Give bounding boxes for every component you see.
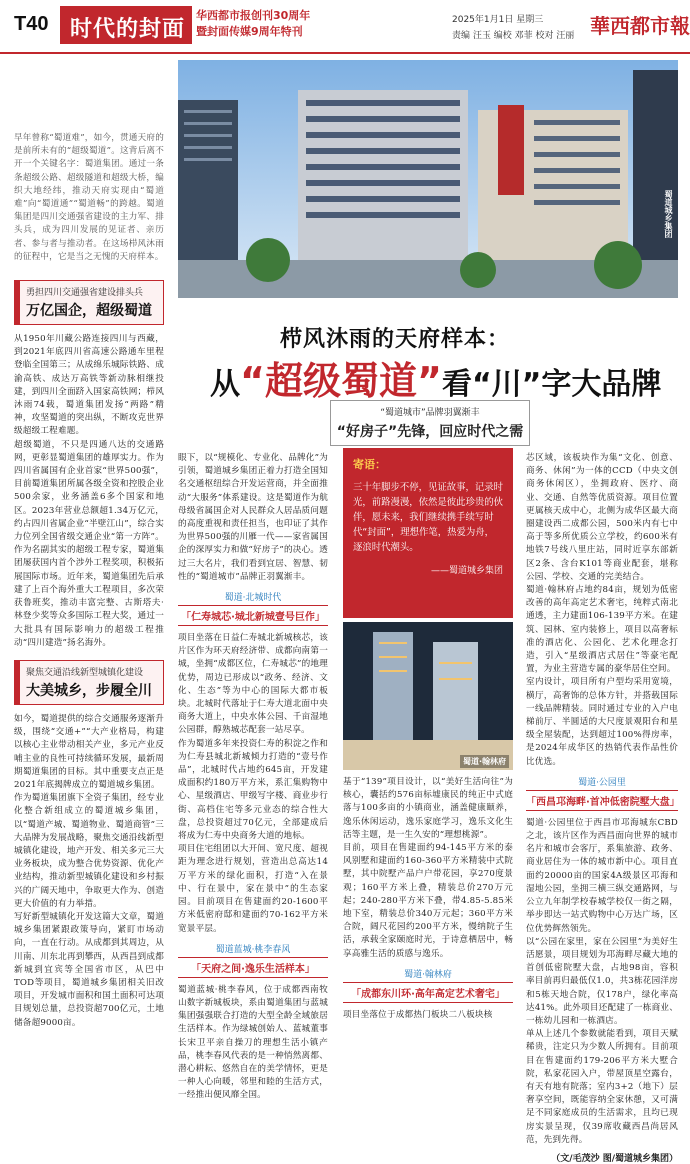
building-illustration bbox=[178, 60, 678, 298]
photo-caption: 蜀道·翰林府 bbox=[460, 755, 509, 768]
body-paragraph: 项目坐落在日益仁寿城北新城核芯，该片区作为环天府经济带、成都向南第一城，坐拥“成都区位，仁寿城芯”的地理优势，周边已形成以“政务、经济、文化、生态”等为中心的国际大都市板块。北城时代落址于仁寿大道北面中央商务大道上，中央水体公园、千亩湿地公园群，醇熟城芯配套一站尽享。 bbox=[178, 633, 328, 736]
body-paragraph: 作为蜀道集团旗下全资子集团，经专业化整合新组成立的蜀道城乡集团，以“蜀道产城、蜀道物业、蜀道商管”三大品牌为发展战略，聚焦交通沿线新型城镇化建设，地产开发、相关多元三大业务板块，成为整合优势资源、优化产业结构，推动新型城镇化建设和乡村振兴的广阔天地中，争取更大作为、创造更大价值的有力举措。 bbox=[14, 793, 164, 909]
subhead-title: 蜀道·公园里 bbox=[578, 777, 626, 788]
hanlinfu-photo bbox=[343, 622, 513, 770]
newspaper-logo: 華西都市報 bbox=[590, 14, 690, 38]
hero-caption: 蜀道城乡集团 bbox=[664, 190, 673, 238]
subhead-beicheng bbox=[178, 590, 328, 626]
subhead-title: 蜀道·翰林府 bbox=[404, 969, 452, 980]
middle-column-1 bbox=[178, 452, 328, 1103]
editor-credits: 责编 汪玉 编校 邓菲 校对 汪丽 bbox=[452, 31, 575, 41]
section-header-2 bbox=[14, 660, 164, 705]
middle-column-2 bbox=[343, 776, 513, 1022]
headline-highlight: “超级蜀道” bbox=[240, 359, 442, 403]
section-header-1 bbox=[14, 280, 164, 325]
subhead-taoli bbox=[178, 942, 328, 978]
body-paragraph: 项目住宅组团以大开间、宽尺度、超视距为理念进行规划，营造出总高达14万平方米的绿化面积，打造“入在景中、行在景中，家在景中”的生态家园。目前项目在售建面约20-1600平方米低密府邸和建面约70-162平方米宽景平层。 bbox=[178, 844, 328, 934]
body-paragraph: 蜀道·公园里位于西昌市邛海城东CBD之北，该片区作为西昌面向世界的城市名片和城市会客厅，系集旅游、政务、商业居住为一体的城市新中心。项目直面约20000亩的国家4A级景区邛海和湿地公园，坐拥三横三纵交通路网，与公立九年制学校春城学校仅一街之隔，举步即达一站式购物中心万达广场，区位优势辉然领先。 bbox=[526, 817, 678, 934]
headline-prefix: 从 bbox=[210, 367, 240, 402]
body-paragraph: 以“公园在家里，家在公园里”为美好生活愿景，项目规划为邛海畔尽藏大地的首创低密院墅大盘，占地98亩，容积率目前再归最低仅1.0，共3栋花园洋房和5栋天地合院，仅178户，绿化率高达41%。此外项目还配建了一栋商业、一栋幼儿园和一栋酒店。 bbox=[526, 936, 678, 1026]
section-title: 时代的封面 bbox=[60, 6, 192, 44]
body-paragraph: 蜀道蓝城·桃李春风，位于成都西南牧山数字新城板块，系由蜀道集团与蓝城集团强强联合打造的大型全龄全域旅居生活样本。作为绿城创始人、蓝城董事长宋卫平亲自操刀的理想生活小镇产品，桃李春风代表的是一种悄然离都、潜心耕耘、悠然自在的美学情怀，更是一种人心向暖，邻里和睦的生活方式，一经推出便风靡全国。 bbox=[178, 984, 328, 1101]
subhead-tagline: 「成都东川环·高年高定艺术奢宅」 bbox=[343, 982, 513, 1003]
body-paragraph: 从1950年川藏公路连接四川与西藏，到2021年底四川省高速公路通车里程登临全国第三；从成绵乐城际铁路、成渝高铁、成达万高铁等新动脉相继投建，到四川全面跻入国家高铁网；栉风沐雨74载，蜀道集团发扬“两路”精神，攻坚蜀道的突出纵，不断攻克世界级超级工程难题。 bbox=[14, 334, 164, 437]
body-paragraph: 室内设计，项目所有户型均采用宽境，横厅，高奢饰的总体方针，并搭载国际一线品牌精装。同时通过专业的入户电梯前厅、半圆适的大尺度景观阳台和星级全屋装配，达到超过100%得房率，是2024年成华区的热销代表作品性价比优选。 bbox=[526, 677, 678, 767]
section-2-title: 大美城乡，步履全川 bbox=[26, 682, 152, 699]
anniversary-line-1: 华西都市报创刊30周年 bbox=[196, 9, 311, 22]
anniversary-banner bbox=[196, 8, 310, 40]
headline-line-1: 栉风沐雨的天府样本： bbox=[280, 327, 511, 352]
section-1-title: 万亿国企，超级蜀道 bbox=[26, 303, 152, 320]
body-paragraph: 作为名副其实的超级工程专家，蜀道集团屡获国内首个涉外工程奖项，积极拓展国际市场。近年来，蜀道集团先后承建了上百个海外重大工程项目，多次荣获鲁班奖，推动丰富完整、古斯塔夫·林登少奖等众多国际工程大奖，通过一大批具有国际影响力的超级工程推动“四川建造”扬名海外。 bbox=[14, 545, 164, 648]
subhead-tagline: 「西昌邛海畔·首冲低密院墅大盘」 bbox=[526, 790, 678, 811]
body-paragraph: 项目坐落位于成都热门板块二八板块核 bbox=[343, 1009, 493, 1020]
page-number: T40 bbox=[14, 13, 49, 35]
intro-paragraph: 早年曾称“蜀道难”，如今，贯通天府的是前所未有的“超级蜀道”。这背后离不开一个关键名字：蜀道集团。通过一条条超级公路、超级隧道和超级大桥，编织大地经纬，推动天府实现由“蜀道难”向“蜀道通”“蜀道畅”的跨越。蜀道集团是四川交通强省建设的主力军、排头兵，成为四川发展的见证者、亲历者、参与者与推动者。在这场栉风沐雨的征程中，它是当之无愧的天府样本。 bbox=[14, 133, 164, 262]
headline-suffix: 看“川”字大品牌 bbox=[441, 367, 662, 402]
body-paragraph: 目前，项目在售建面约94-145平方米的泰风别墅和建面约160-360平方米精装中式院墅，其中院墅产品户户带花园，享270度景观；160平方米上叠，精装总价270万元起；240-280平方米下叠，带4.85-5.85米地下室，精装总价340万元起；360平方米合院，阔尺花园约200平方米，慢纳院子生活，承载全家颐庭时光，于诗意栖居中，畅享高雅生活的质感与逸乐。 bbox=[343, 843, 513, 959]
message-box bbox=[343, 448, 513, 618]
subhead-title: 蜀道·北城时代 bbox=[224, 593, 282, 604]
body-paragraph: 写好新型城镇化开发这篇大文章，蜀道城乡集团紧跟政策导向，紧盯市场动向，一直在行动。从成都到其周边，从川南、川东北再到攀西，从西昌到成都新城到宜宾等全国省市区，从巴中TOD等项目，蜀道城乡集团相关旧改项目，开发城市面积和国土面积可达项目规划总量，总投资超700亿元，土地储备超9000亩。 bbox=[14, 911, 164, 1028]
tower-illustration bbox=[343, 622, 513, 770]
subhead-tagline: 「天府之间·逸乐生活样本」 bbox=[178, 957, 328, 978]
subhead-hanlinfu bbox=[343, 967, 513, 1003]
message-text: 三十年脚步不停，见证故事，记录时光，前路漫漫，依然是彼此珍贵的伙伴，愿未来，我们继续携手续写时代“封面”，理想作笔，热爱为舟，逐浪时代潮头。 bbox=[353, 482, 504, 553]
message-signature: ——蜀道城乡集团 bbox=[430, 566, 503, 576]
body-paragraph: 芯区域，该板块作为集“文化、创意、商务、休闲”为一体的CCD（中央文创商务休闲区），坐拥政府、医疗、商业、交通、自然等优质资源。项目位置更属核天成中心，北侧为成华区最大商圈建设西二成都公园，500米内有七中高于等多所优质公立学校，约600米有地铁7号线八里庄站，同时近享东部新区2条、含台K101等商业配套，堪称公园、学校、交通的完美结合。 bbox=[526, 453, 678, 582]
right-column bbox=[526, 452, 678, 1164]
hero-photo bbox=[178, 60, 678, 298]
body-paragraph: 眼下，以“规模化、专业化、品牌化”为引领，蜀道城乡集团正着力打造全国知名交通枢纽综合开发运营商，并全面推动“大服务”体系建设。这是蜀道作为航母级省属国企对人民群众人居品质问题的高度重视和责任担当，也印证了其作为世界500强的川雁一代——家省属国企的深厚实力和做“好房子”的决心。透过三大名片，我们看到宜居、智慧、韧性的“蜀道城市”品牌正羽翼渐丰。 bbox=[178, 453, 328, 582]
sub-headline-box bbox=[330, 400, 530, 446]
body-paragraph: 超级蜀道，不只是四通八达的交通路网，更彰显蜀道集团的雄厚实力。作为四川省属国有企业首家“世界500强”，目前蜀道集团所属各级全资和控股企业500余家，业务涵盖6多个国家和地区。2023年营业总额超1.34万亿元，约占四川省属企业“半壁江山”，综合实力位列全国省级交通企业“第一方阵”。 bbox=[14, 439, 164, 543]
message-title: 寄语： bbox=[353, 458, 386, 471]
body-paragraph: 蜀道·翰林府占地约84亩，规划为低密改善的高年高定艺术奢宅，纯粹式南北通透，主力建面106-139平方米。在建筑、园林、室内装修上，项目以高奢标准的酒店化、公园化、艺术化理念打造，引入“星级酒店式居住”等豪宅配置，为业主营造专属的豪华居住空间。 bbox=[526, 585, 678, 675]
sub-headline-kicker: “蜀道城市”品牌羽翼渐丰 bbox=[380, 408, 480, 418]
page-header bbox=[0, 0, 690, 54]
subhead-gongyuanli bbox=[526, 775, 678, 811]
body-paragraph: 如今，蜀道提供的综合交通服务逐渐升级，围绕“交通+”“大产业格局，构建以核心主业带动相关产业，多元产业反哺主业的良性可持续循环发展，最新周期蜀道集团的目标。其中重要支点正是2021年底揭牌成立的蜀道城乡集团。 bbox=[14, 713, 164, 790]
body-paragraph: 基于“139”项目设计，以“美好生活向往”为核心，囊括约576亩标墟康民的纯正中式庭落与100多亩的小镇商业，涵盖健康颐养，逸乐休闲运动，逸乐家庭学习，逸乐文化生活等主题，是一生久安的“理想桃源”。 bbox=[343, 777, 513, 840]
issue-date: 2025年1月1日 星期三 bbox=[452, 15, 544, 25]
subhead-tagline: 「仁寿城芯·城北新城壹号巨作」 bbox=[178, 605, 328, 626]
section-2-kicker: 聚焦交通沿线新型城镇化建设 bbox=[26, 667, 144, 678]
sub-headline-title: “好房子”先锋，回应时代之需 bbox=[336, 424, 524, 440]
headline-line-2 bbox=[210, 350, 661, 405]
body-paragraph: 作为蜀道多年来投资仁寿的积淀之作和为仁寿县城北新城倾力打造的“壹号作品”，北城时代占地约645亩，开发建成面积约180万平方米，系汇集购物中心、星级酒店、甲级写字楼、商业步行街、高档住宅等多元业态的综合性大盘，总投资超过70亿元，全部建成后将成为仁寿中央商务大道的地标。 bbox=[178, 738, 328, 842]
anniversary-line-2: 暨封面传媒9周年特刊 bbox=[196, 25, 303, 38]
body-paragraph: 单从上述几个参数就能看到，项目天赋稀贵，注定只为少数人所拥有。目前项目在售建面约179-206平方米大墅合院，私家花园入户，带屋顶星空露台，有天有地有院落；室内3+2（地下）层奢享空间，既能容纳全家休憩，又可满足不同家庭成员的生活需求，且均已现房实景呈现，仅39席收藏西昌尚居风范，先到先得。 bbox=[526, 1029, 678, 1145]
article-credit: （文/毛茂沙 图/蜀道城乡集团） bbox=[551, 1153, 678, 1164]
left-column bbox=[14, 132, 164, 1030]
subhead-title: 蜀道蓝城·桃李春风 bbox=[215, 944, 291, 955]
section-1-kicker: 勇担四川交通强省建设排头兵 bbox=[26, 288, 144, 299]
